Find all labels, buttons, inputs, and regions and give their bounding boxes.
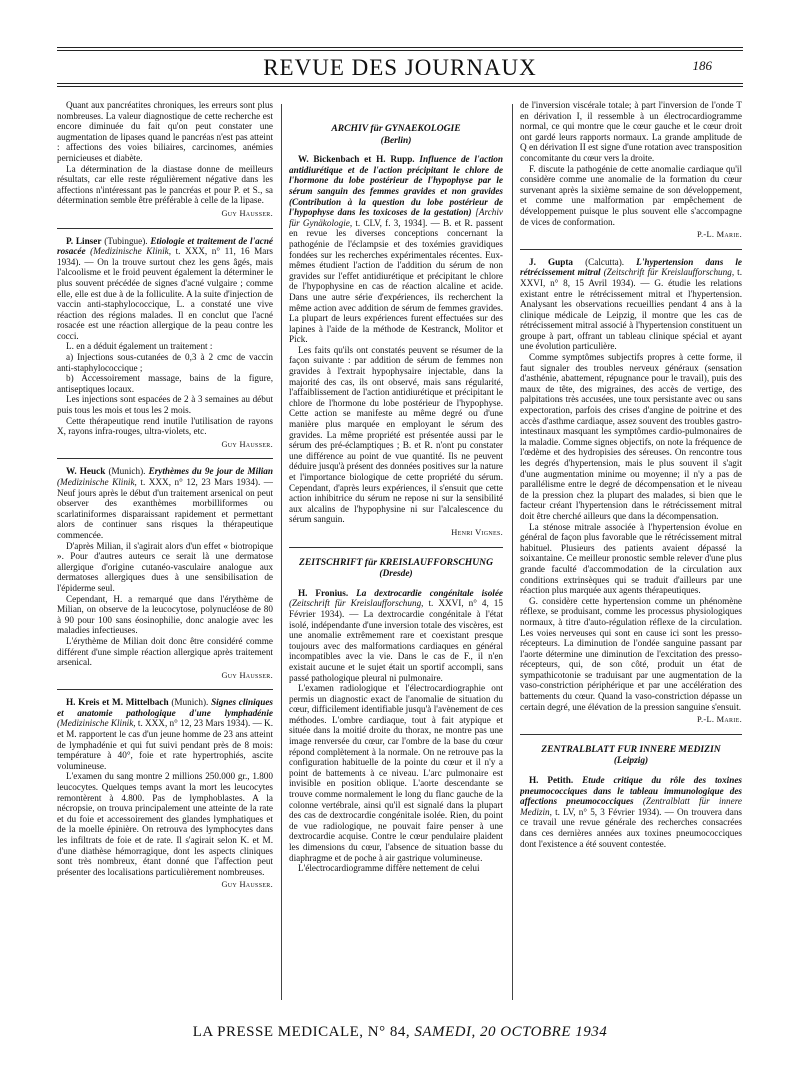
article-author: H. Kreis et M. Mittelbach [66, 697, 169, 708]
separator [57, 228, 273, 229]
paragraph: D'après Milian, il s'agirait alors d'un effet « biotropique ». Pour d'autres auteurs ce serait là une dermatose allergique d'origine cutanéo-vasculaire analogue aux dermatoses allergiques dues à une sensibilisation de l'épiderme seul. [57, 540, 273, 593]
article-title: L'hypertension dans le rétrécissement mitral [520, 256, 742, 278]
signature: Henri Vignes. [451, 527, 503, 537]
paragraph: L'érythème de Milian doit donc être considéré comme différent d'une simple réaction allergique après traitement arsenical. [57, 635, 273, 668]
article-title: Etiologie et traitement de l'acné rosacée [57, 235, 273, 257]
article-source: [Archiv für Gynäkologie, [289, 207, 503, 228]
paragraph: L'examen du sang montre 2 millions 250.000 gr., 1.800 leucocytes. Quelques temps avant la mort les leucocytes remontèrent à 4.800. Pas de lymphoblastes. A la nécropsie, on trouva principalement une atteinte de la rate et du foie et accessoirement des glandes lymphatiques et de la moelle épinière. On retrouva des lymphocytes dans les infiltrats de foie et de rate. Il s'agirait selon K. et M. d'une diathèse hémorragique, dont les aspects cliniques sont très nombreux, étant donné que l'affection peut présenter des localisations particulièrement nombreuses. [57, 771, 273, 877]
article-body: t. XXX, n° 11, 16 Mars 1934). — On la trouve surtout chez les gens âgés, mais l'alcoolisme et le froid peuvent également la déterminer le plus souvent précédée de signes d'acné vulgaire ; comme elle, elle est due à de la folliculite. A la suite d'injection de vaccin anti-staphylococcique, L. a constaté une vive réaction des régions malades. Il en conclut que l'acné rosacée est une réaction allergique de la peau contre les cocci. [57, 246, 273, 341]
page-footer [0, 1024, 800, 1041]
column-right [520, 100, 742, 1000]
signature: Guy Hausser. [221, 670, 273, 680]
article-body: t. XXX, n° 12, 23 Mars 1934). — Neuf jours après le début d'un traitement arsenical on peut observer des exanthèmes morbilliformes ou scarlatiniformes disparaissant rapidement et permettant alors de continuer sans risques la thérapeutique commencée. [57, 477, 273, 540]
signature: P.-L. Marie. [696, 230, 742, 240]
footer-journal: LA PRESSE MEDICALE, N° 84, [192, 1024, 411, 1040]
article-body: t. LV, n° 5, 3 Février 1934). — On trouvera dans ce travail une revue générale des recherches consacrées dans ces dernières années aux toxines pneumococciques dont l'existence a été souvent contestée. [520, 806, 742, 849]
column-middle [289, 100, 503, 1000]
signature: P.-L. Marie. [696, 715, 742, 725]
column-left [57, 100, 273, 1000]
separator [57, 458, 273, 459]
column-divider-left [281, 104, 282, 1000]
section-place: (Leipzig) [613, 756, 649, 767]
separator [520, 249, 742, 250]
paragraph: Comme symptômes subjectifs propres à cette forme, il faut signaler des troubles nerveux généraux (sensation d'asthénie, abattement, répugnance pour le travail), puis des maux de tête, des migraines, des accès de vertige, des palpitations très accusées, une toux persistante avec ou sans expectoration, parfois des crises d'angine de poitrine et des accès d'asthme cardiaque, assez souvent des troubles gastro-intestinaux masquant les symptômes cardio-pulmonaires de la maladie. Comme signes objectifs, on note la fréquence de l'œdème et des hydropisies des séreuses. On rencontre tous les degrés d'hypertension, mais le plus souvent il s'agit d'une augmentation minime ou moyenne; il n'y a pas de parallélisme entre le degré de décompensation et le niveau de la pression chez la plupart des malades, si bien que le facteur créant l'hypertension dans le rétrécissement mitral doit être cherché ailleurs que dans la décompensation. [520, 352, 742, 521]
header-rule-top-2 [57, 50, 743, 51]
article-fronius [289, 588, 503, 683]
article-source: (Zentralblatt für innere Medizin, [520, 796, 742, 817]
section-place: (Dresde) [379, 569, 413, 580]
article-place: (Tubingue). [104, 235, 148, 246]
paragraph: Les injections sont espacées de 2 à 3 semaines au début puis tous les mois et tous les 2 mois. [57, 394, 273, 416]
header-rule-top-1 [57, 47, 743, 48]
paragraph: de l'inversion viscérale totale; à part l'inversion de l'onde T en dérivation I, il ressemble à un électrocardiogramme normal, ce qui montre que le cœur gauche et le cœur droit ont gardé leurs rapports normaux. La grande amplitude de Q en dérivation II est signe d'une rotation avec transposition concomitante du cœur vers la droite. [520, 100, 742, 163]
article-place: (Calcutta). [585, 256, 625, 267]
paragraph: L'examen radiologique et l'électrocardiographie ont permis un diagnostic exact de l'anomalie de situation du cœur, difficilement identifiable jusqu'à l'avènement de ces méthodes. L'ombre cardiaque, tout à fait atypique et située dans la moitié droite du thorax, ne montre pas une image renversée du cœur, car l'ombre de la base du cœur répond complètement à la normale. On ne retrouve pas la configuration habituelle de la pointe du cœur et il n'y a point de battements à ce niveau. L'arc pulmonaire est invisible en position oblique. L'aorte descendante se trouve comme normalement le long du flanc gauche de la colonne vertébrale, ainsi qu'il est signalé dans la plupart des cas de dextrocardie congénitale isolée. Rien, du point de vue radiologique, ne pouvait faire penser à une dextrocardie acquise. Contre le cœur pendulaire plaident les dimensions du cœur, l'absence de situation basse du diaphragme et de poche à air gastrique volumineuse. [289, 683, 503, 863]
article-heuck [57, 466, 273, 540]
article-petith [520, 775, 742, 849]
article-author: W. Heuck [66, 466, 106, 477]
paragraph: Les faits qu'ils ont constatés peuvent se résumer de la façon suivante : par addition de sérum de femmes non gravides à l'extrait hypophysaire injectable, dans la majorité des cas, ils ont observé, mais sans régularité, l'affaiblissement de l'action antidiurétique et précipitant le chlore de l'hormone du lobe postérieur de l'hypophyse. Cette action se manifeste au même degré ou d'une manière plus marquée en employant le sérum des gravides. La même propriété est présentée aussi par le sérum des pré-éclamptiques ; B. et R. n'ont pu constater une différence au point de vue quantité. Ils ne peuvent déduire jusqu'à présent des données positives sur la nature et l'importance biologique de cette propriété du sérum. Cependant, d'après leurs expériences, il s'ensuit que cette action inhibitrice du sérum ne repose ni sur la sensibilité aux alcalins de l'hypophysine ni sur l'alcalescence du sérum sanguin. [289, 344, 503, 525]
paragraph: b) Accessoirement massage, bains de la figure, antiseptiques locaux. [57, 373, 273, 394]
article-author: H. Fronius. [298, 587, 349, 598]
separator [520, 734, 742, 735]
section-title: ARCHIV für GYNAEKOLOGIE [331, 123, 461, 134]
footer-date: SAMEDI, 20 OCTOBRE 1934 [414, 1024, 608, 1040]
article-title: Etude critique du rôle des toxines pneumococciques dans le tableau immunologique des affections pneumococciques [520, 775, 742, 807]
article-author: P. Linser [66, 235, 102, 246]
article-title: Signes cliniques et anatomie pathologique d'une lymphadénie [57, 697, 273, 718]
paragraph: Cependant, H. a remarqué que dans l'érythème de Milian, on observe de la leucocytose, polynucléose de 80 à 90 pour 100 sans éosinophilie, donc analogie avec les maladies infectieuses. [57, 593, 273, 636]
article-body: t. XXVI, n° 4, 15 Février 1934). — La dextrocardie congénitale à l'état isolé, indépendante d'une inversion totale des viscères, est une anomalie extrêmement rare et coexistant presque toujours avec des malformations cardiaques en général incompatibles avec la vie. Dans le cas de F., il n'en existait aucune et le sujet était un sportif accompli, sans passé pathologique pleural ni pulmonaire. [289, 598, 503, 683]
signature: Guy Hausser. [221, 880, 273, 890]
article-source: (Zeitschrift für Kreislaufforschung, [603, 267, 735, 278]
separator [289, 547, 503, 548]
page-header-title: REVUE DES JOURNAUX [263, 55, 537, 80]
article-body: t. XXX, n° 12, 23 Mars 1934). — K. et M. rapportent le cas d'un jeune homme de 23 ans atteint de lymphadénie et qui fut suivi pendant près de 8 mois: température à 40°, foie et rate hypertrophiés, ascite volumineuse. [57, 718, 273, 771]
article-gupta [520, 257, 742, 352]
signature: Guy Hausser. [221, 208, 273, 218]
article-title: La dextrocardie congénitale isolée [356, 587, 503, 598]
column-divider-right [512, 104, 513, 1000]
article-source: (Medizinische Klinik, [57, 718, 136, 729]
separator [57, 689, 273, 690]
header-rule-bottom-1 [57, 83, 743, 84]
section-title: ZENTRALBLATT FUR INNERE MEDIZIN [541, 743, 721, 755]
article-body: t. XXVI, n° 8, 15 Avril 1934). — G. étudie les relations existant entre le rétrécissement mitral et l'hypertension. Analysant les observations recueillies pendant 4 ans à la clinique médicale de Leipzig, il montre que les cas de rétrécissement mitral associé à l'hypertension constituent un groupe à part, offrant un tableau clinique spécial et ayant une évolution particulière. [520, 267, 742, 352]
paragraph: a) Injections sous-cutanées de 0,3 à 2 cmc de vaccin anti-staphylococcique ; [57, 352, 273, 373]
article-kreis [57, 697, 273, 771]
article-body: t. CLV, f. 3, 1934]. — B. et R. passent en revue les diverses conceptions concernant la pathogénie de l'éclampsie et des toxémies gravidiques fondées sur les recherches expérimentales récentes. Eux-mêmes étudient l'action de l'addition du sérum de non gravides sur l'effet antidiurétique et précipitant le chlore de l'hypophysine en cas de réaction alcaline et acide. Dans une autre série d'expériences, ils recherchent la même action avec addition de sérum de femmes gravides. La plupart de leurs expériences furent effectuées sur des lapines à l'aide de la méthode de Kestranck, Molitor et Pick. [289, 217, 503, 345]
article-linser [57, 236, 273, 342]
article-author: W. Bickenbach et H. Rupp. [298, 154, 415, 165]
paragraph: L'électrocardiogramme diffère nettement de celui [298, 863, 480, 874]
paragraph: Cette thérapeutique rend inutile l'utilisation de rayons X, rayons infra-rouges, ultra-violets, etc. [57, 415, 273, 437]
header-rule-bottom-2 [57, 86, 743, 87]
section-title: ZEITSCHRIFT für KREISLAUFFORSCHUNG [298, 556, 494, 568]
page-number: 186 [692, 58, 712, 73]
section-place: (Berlin) [380, 135, 412, 146]
article-source: (Zeitschrift für Kreislaufforschung, [289, 598, 424, 609]
paragraph: La sténose mitrale associée à l'hypertension évolue en général de façon plus favorable que le rétrécissement mitral habituel. Plusieurs des patients avaient dépassé la soixantaine. Ce meilleur pronostic semble relever d'une plus grande faculté d'accommodation de la circulation aux conditions extrinsèques qui se traduit d'ailleurs par une réaction plus marquée aux agents thérapeutiques. [520, 521, 742, 596]
article-place: (Munich). [171, 697, 209, 708]
article-author: J. Gupta [529, 256, 573, 267]
article-source: (Medizinische Klinik, [90, 246, 172, 257]
paragraph: La détermination de la diastase donne de meilleurs résultats, car elle reste régulièrement négative dans les affections n'intéressant pas le pancréas et pour P. et S., sa détermination semble être préférable à celle de la lipase. [57, 163, 273, 206]
article-source: (Medizinische Klinik, [57, 477, 137, 487]
article-title: Influence de l'action antidiurétique et de l'action précipitant le chlore de l'hormone du lobe postérieur de l'hypophyse par le sérum sanguin des femmes gravides et non gravides (Contribution à la question du lobe postérieur de l'hypophyse dans les toxicoses de la gestation) [289, 154, 503, 218]
paragraph: G. considère cette hypertension comme un phénomène réflexe, se produisant, comme les processus physiologiques normaux, à titre d'auto-régulation réflexe de la circulation. Les voies nerveuses qui sont en cause ici sont les presso-récepteurs. La diminution de l'ondée sanguine passant par l'aorte détermine une diminution de l'excitation des presso-récepteurs, qui, de son côté, produit un état de sympathicotonie se traduisant par une augmentation de la vaso-constriction périphérique et par une accélération des battements du cœur. Quand la vaso-constriction dépasse un certain degré, une élévation de la pression sanguine s'ensuit. [520, 595, 742, 712]
article-author: H. Petith. [529, 775, 574, 786]
article-place: (Munich). [108, 466, 146, 477]
article-bickenbach [289, 154, 503, 345]
paragraph: L. en a déduit également un traitement : [66, 341, 213, 352]
paragraph: F. discute la pathogénie de cette anomalie cardiaque qu'il considère comme une anomalie de la formation du cœur survenant après la sixième semaine de son développement, et comme une malformation par empêchement de développement puisque le plus souvent elle s'accompagne de vices de conformation. [520, 163, 742, 227]
article-title: Erythèmes du 9e jour de Milian [148, 466, 273, 477]
signature: Guy Hausser. [221, 439, 273, 449]
paragraph: Quant aux pancréatites chroniques, les erreurs sont plus nombreuses. La valeur diagnostique de cette recherche est encore diminuée du fait qu'on peut constater une augmentation de lipases quand le pancréas n'est pas atteint : affections des voies biliaires, carcinomes, anémies pernicieuses et diabète. [57, 100, 273, 163]
